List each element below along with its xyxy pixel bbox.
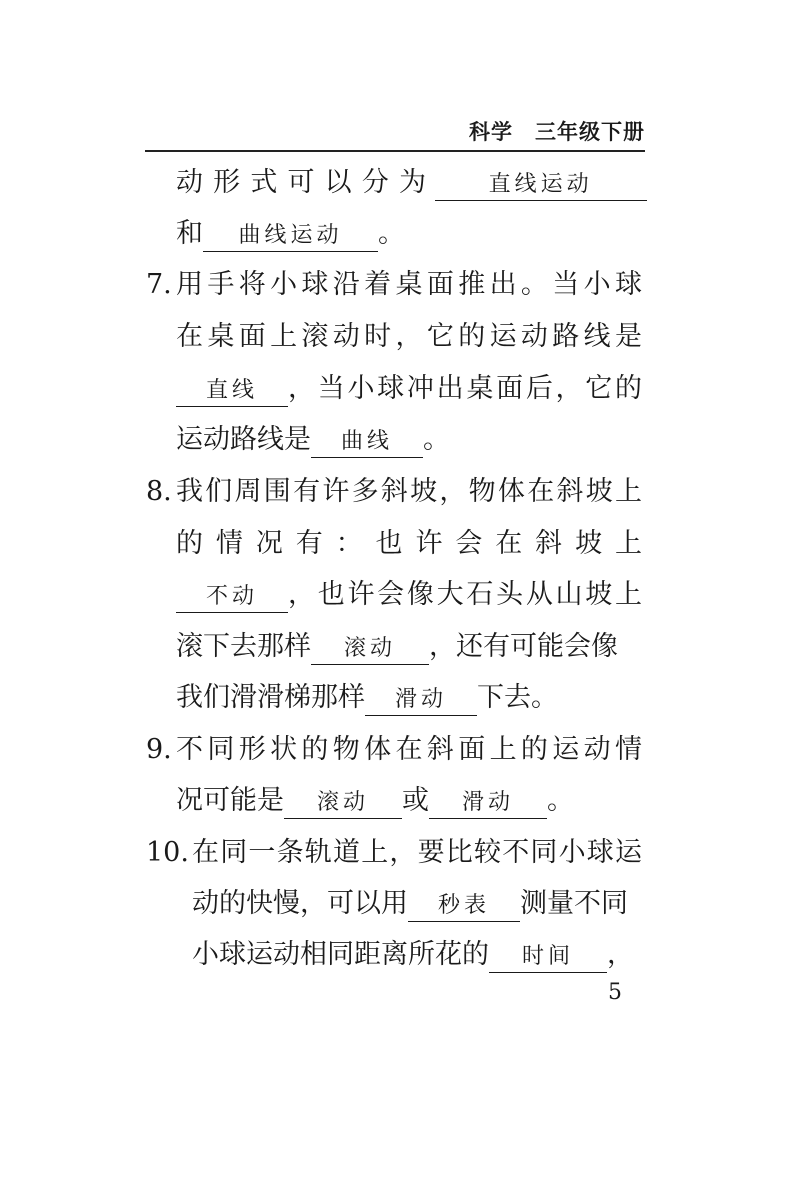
- answer-blank: [429, 787, 547, 819]
- text-segment: 况可能是: [176, 785, 284, 816]
- text-line: [176, 320, 642, 354]
- text-line: [176, 681, 558, 716]
- text-segment: 我们周围有许多斜坡，物体在斜坡上: [176, 476, 642, 507]
- question-number: 10.: [146, 837, 189, 868]
- answer-blank: [203, 220, 378, 252]
- text-segment: 。: [378, 218, 405, 249]
- answer-blank: [435, 169, 647, 201]
- text-segment: 或: [402, 785, 429, 816]
- answer-text: 曲线运动: [238, 223, 343, 248]
- text-segment: 和: [176, 218, 203, 249]
- text-segment: ，还有可能会像: [429, 631, 618, 662]
- answer-blank: [311, 426, 423, 458]
- page-number: 5: [608, 980, 622, 1005]
- header-title: 科学 三年级下册: [469, 120, 645, 144]
- answer-text: 直线运动: [488, 172, 593, 197]
- question-7-line: [146, 268, 642, 302]
- answer-text: 滚动: [316, 790, 369, 815]
- answer-text: 秒表: [437, 893, 490, 918]
- text-line: [176, 527, 642, 561]
- question-8-line: [146, 475, 642, 509]
- answer-text: 滚动: [343, 636, 396, 661]
- question-number: 9.: [146, 734, 172, 765]
- answer-text: 不动: [205, 584, 258, 609]
- page-header: [145, 112, 645, 152]
- answer-text: 直线: [205, 378, 258, 403]
- text-segment: 下去。: [477, 682, 558, 713]
- question-number: 8.: [146, 476, 172, 507]
- question-9-line: [146, 733, 642, 767]
- text-segment: 在同一条轨道上，要比较不同小球运: [192, 837, 642, 868]
- answer-blank: [176, 375, 288, 407]
- text-segment: 。: [547, 785, 574, 816]
- answer-blank: [284, 787, 402, 819]
- text-segment: 在桌面上滚动时，它的运动路线是: [176, 321, 642, 352]
- answer-blank: [408, 890, 520, 922]
- text-segment: 动的快慢，可以用: [192, 888, 408, 919]
- text-line: [176, 166, 647, 201]
- text-segment: 的情况有：也许会在斜坡上: [176, 528, 642, 559]
- answer-blank: [176, 581, 288, 613]
- text-segment: ，当小球冲出桌面后，它的: [288, 373, 642, 404]
- question-number: 7.: [146, 269, 172, 300]
- text-line: [176, 372, 642, 407]
- answer-blank: [311, 633, 429, 665]
- answer-text: 时间: [521, 944, 574, 969]
- text-segment: 小球运动相同距离所花的: [192, 939, 489, 970]
- text-segment: 。: [423, 424, 450, 455]
- answer-blank: [489, 941, 607, 973]
- text-line: [192, 887, 628, 922]
- text-segment: ，: [607, 939, 634, 970]
- text-line: [176, 423, 450, 458]
- text-line: [192, 938, 634, 973]
- answer-text: 滑动: [394, 687, 447, 712]
- text-line: [176, 630, 618, 665]
- answer-text: 曲线: [340, 429, 393, 454]
- text-segment: ，也许会像大石头从山坡上: [288, 579, 642, 610]
- text-segment: 我们滑滑梯那样: [176, 682, 365, 713]
- answer-blank: [365, 684, 477, 716]
- text-segment: 动形式可以分为: [176, 167, 426, 198]
- question-10-line: [146, 836, 642, 870]
- answer-text: 滑动: [461, 790, 514, 815]
- text-segment: 不同形状的物体在斜面上的运动情: [176, 734, 642, 765]
- text-line: [176, 784, 574, 819]
- text-line: [176, 217, 405, 252]
- text-line: [176, 578, 642, 613]
- text-segment: 运动路线是: [176, 424, 311, 455]
- text-segment: 滚下去那样: [176, 631, 311, 662]
- text-segment: 测量不同: [520, 888, 628, 919]
- text-segment: 用手将小球沿着桌面推出。当小球: [176, 269, 642, 300]
